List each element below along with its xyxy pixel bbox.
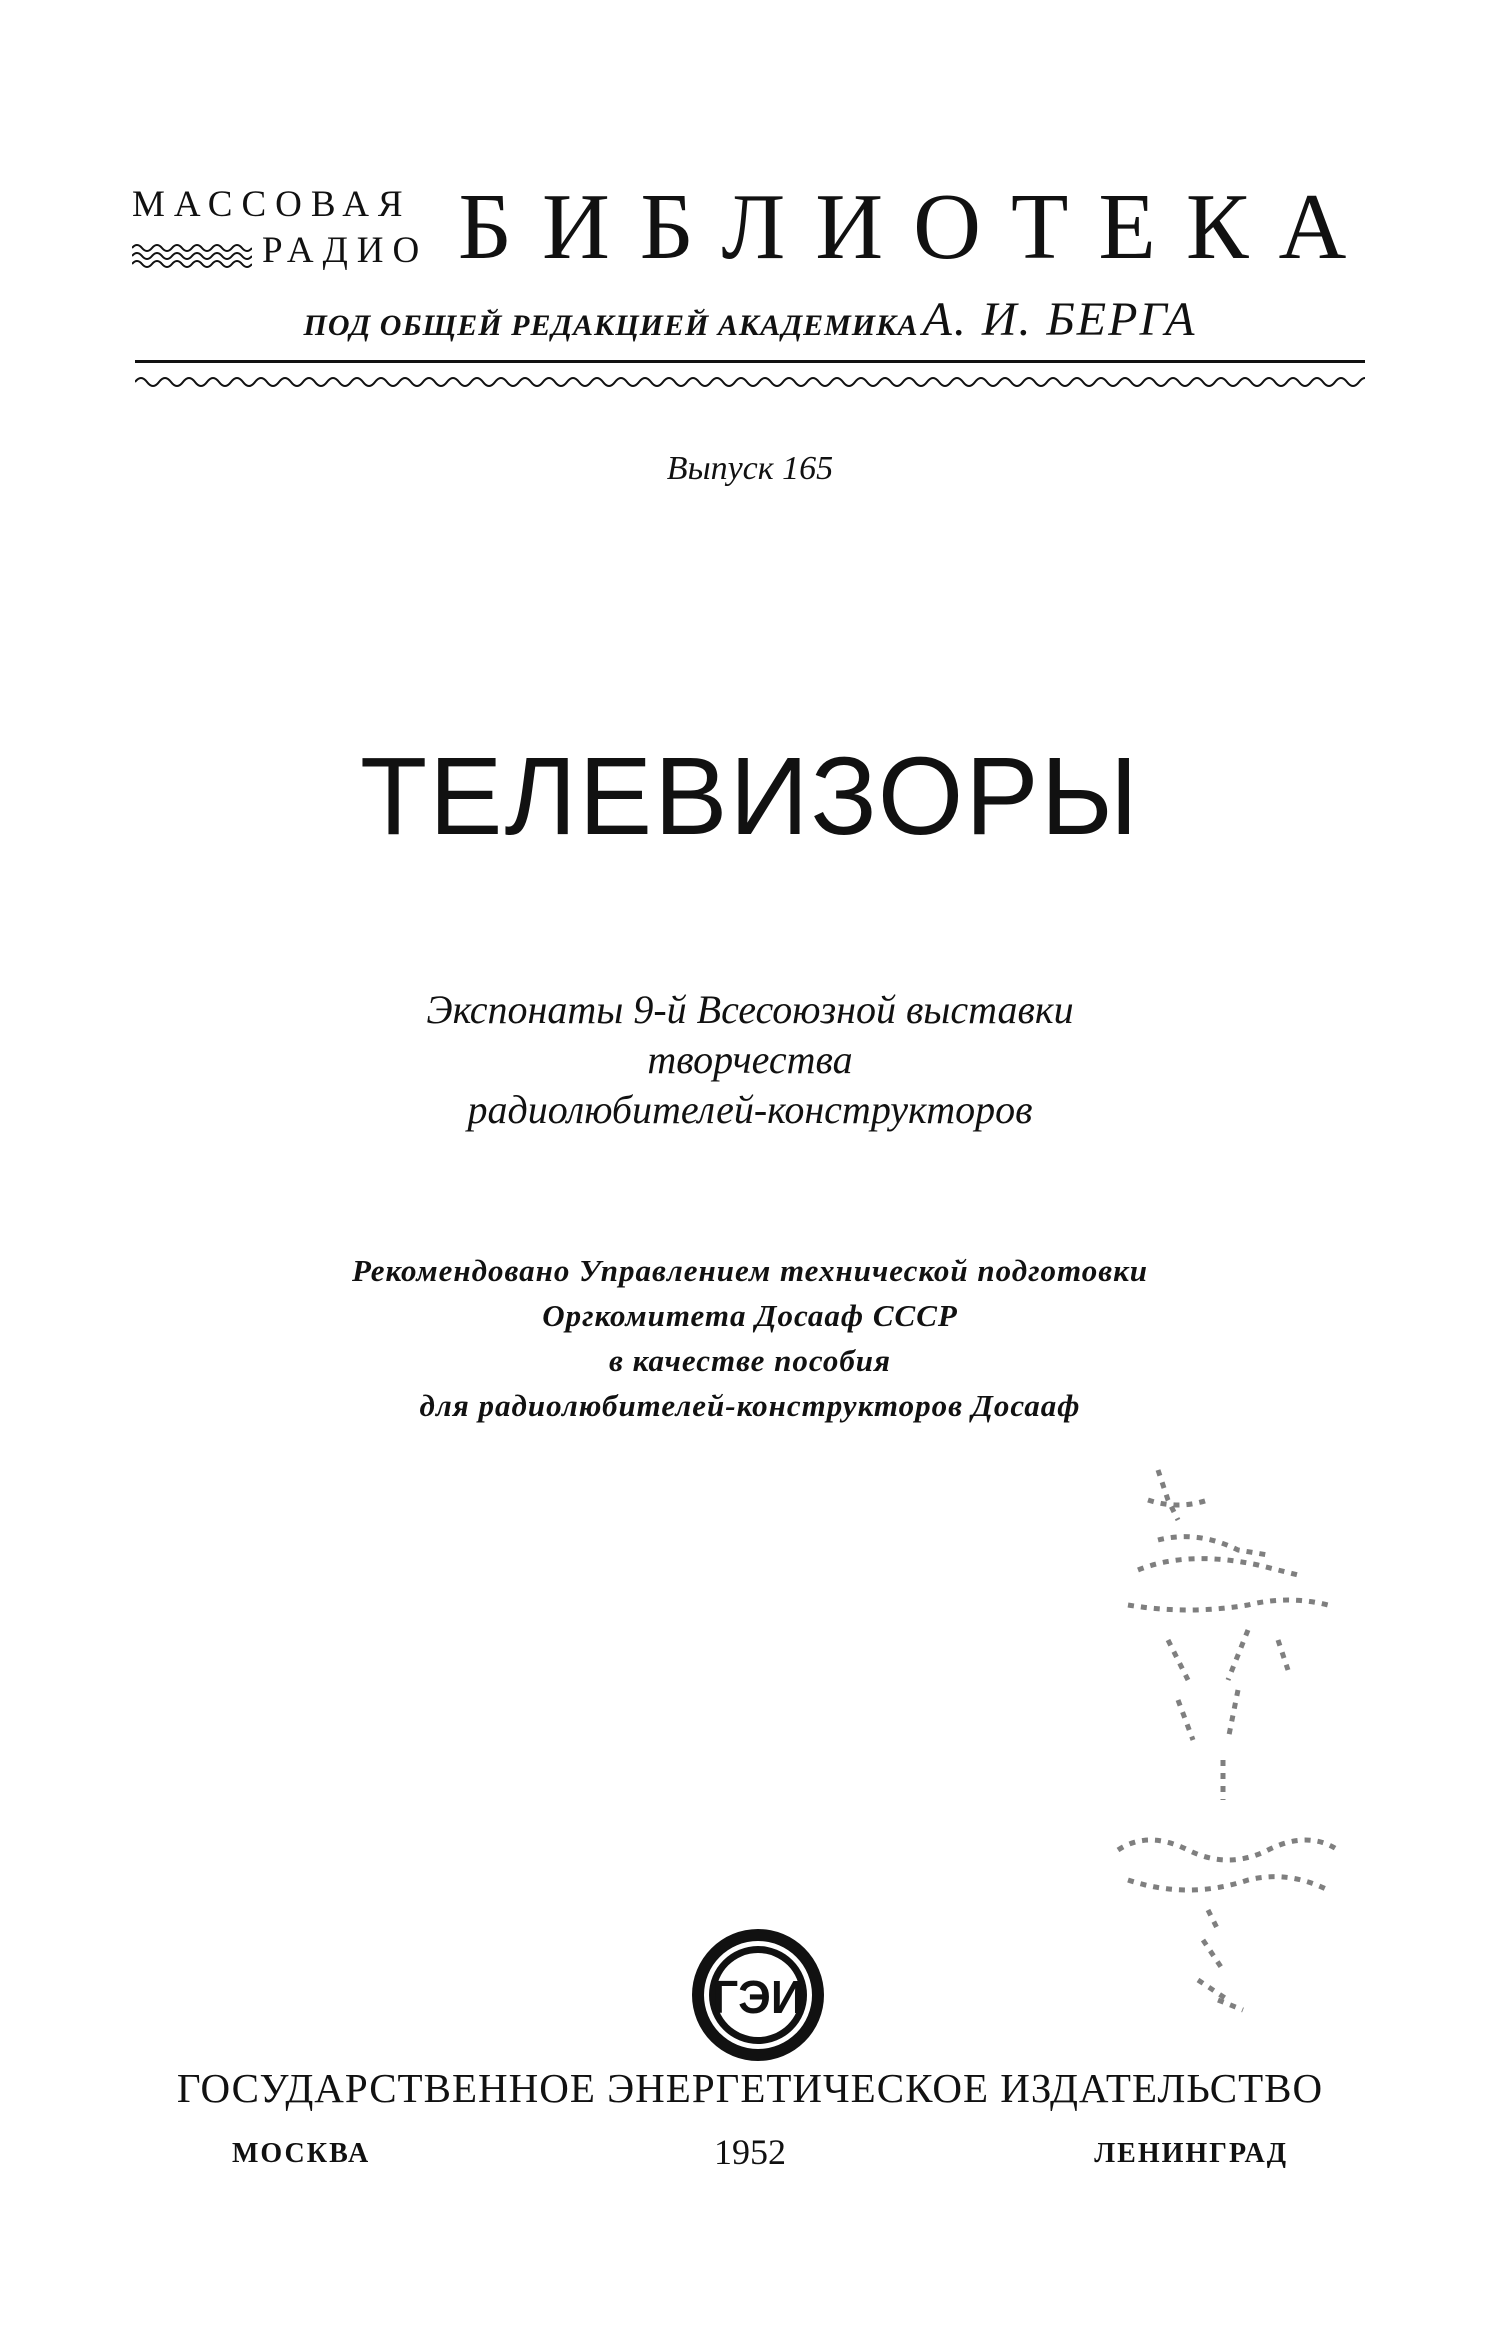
- editor-line: [0, 293, 1500, 346]
- library-stamp-mark: [1108, 1440, 1368, 2020]
- subtitle-line-2: творчества: [647, 1037, 853, 1082]
- header-wavy-rule: [135, 370, 1365, 394]
- publisher-logo-text: ГЭИ: [712, 1971, 804, 2023]
- subtitle-line-3: радиолюбителей-конструкторов: [467, 1087, 1033, 1132]
- series-label-radio: РАДИО: [262, 230, 429, 271]
- book-title: ТЕЛЕВИЗОРЫ: [359, 735, 1141, 858]
- subtitle: [0, 985, 1500, 1135]
- city-leningrad: ЛЕНИНГРАД: [1094, 2138, 1288, 2169]
- series-wavy-ornament: [132, 240, 252, 270]
- series-library-title: БИБЛИОТЕКА: [458, 175, 1377, 279]
- editor-name: А. И. БЕРГА: [922, 293, 1197, 346]
- issue-number: Выпуск 165: [666, 450, 834, 487]
- publication-year: 1952: [714, 2132, 786, 2172]
- recommendation: [0, 1248, 1500, 1428]
- editor-prefix: ПОД ОБЩЕЙ РЕДАКЦИЕЙ АКАДЕМИКА: [303, 309, 919, 342]
- subtitle-line-1: Экспонаты 9-й Всесоюзной выставки: [426, 987, 1074, 1032]
- recommendation-line-4: для радиолюбителей-конструкторов Досааф: [419, 1388, 1081, 1423]
- city-moscow: МОСКВА: [232, 2138, 371, 2169]
- recommendation-line-1: Рекомендовано Управлением технической подготовки: [351, 1253, 1149, 1288]
- publisher-logo-icon: [688, 1925, 828, 2065]
- recommendation-line-2: Оргкомитета Досааф СССР: [542, 1298, 958, 1333]
- publisher-name: ГОСУДАРСТВЕННОЕ ЭНЕРГЕТИЧЕСКОЕ ИЗДАТЕЛЬСТВО: [176, 2065, 1324, 2111]
- header-rule: [135, 360, 1365, 363]
- series-label-mass: МАССОВАЯ: [132, 184, 412, 225]
- recommendation-line-3: в качестве пособия: [608, 1343, 891, 1378]
